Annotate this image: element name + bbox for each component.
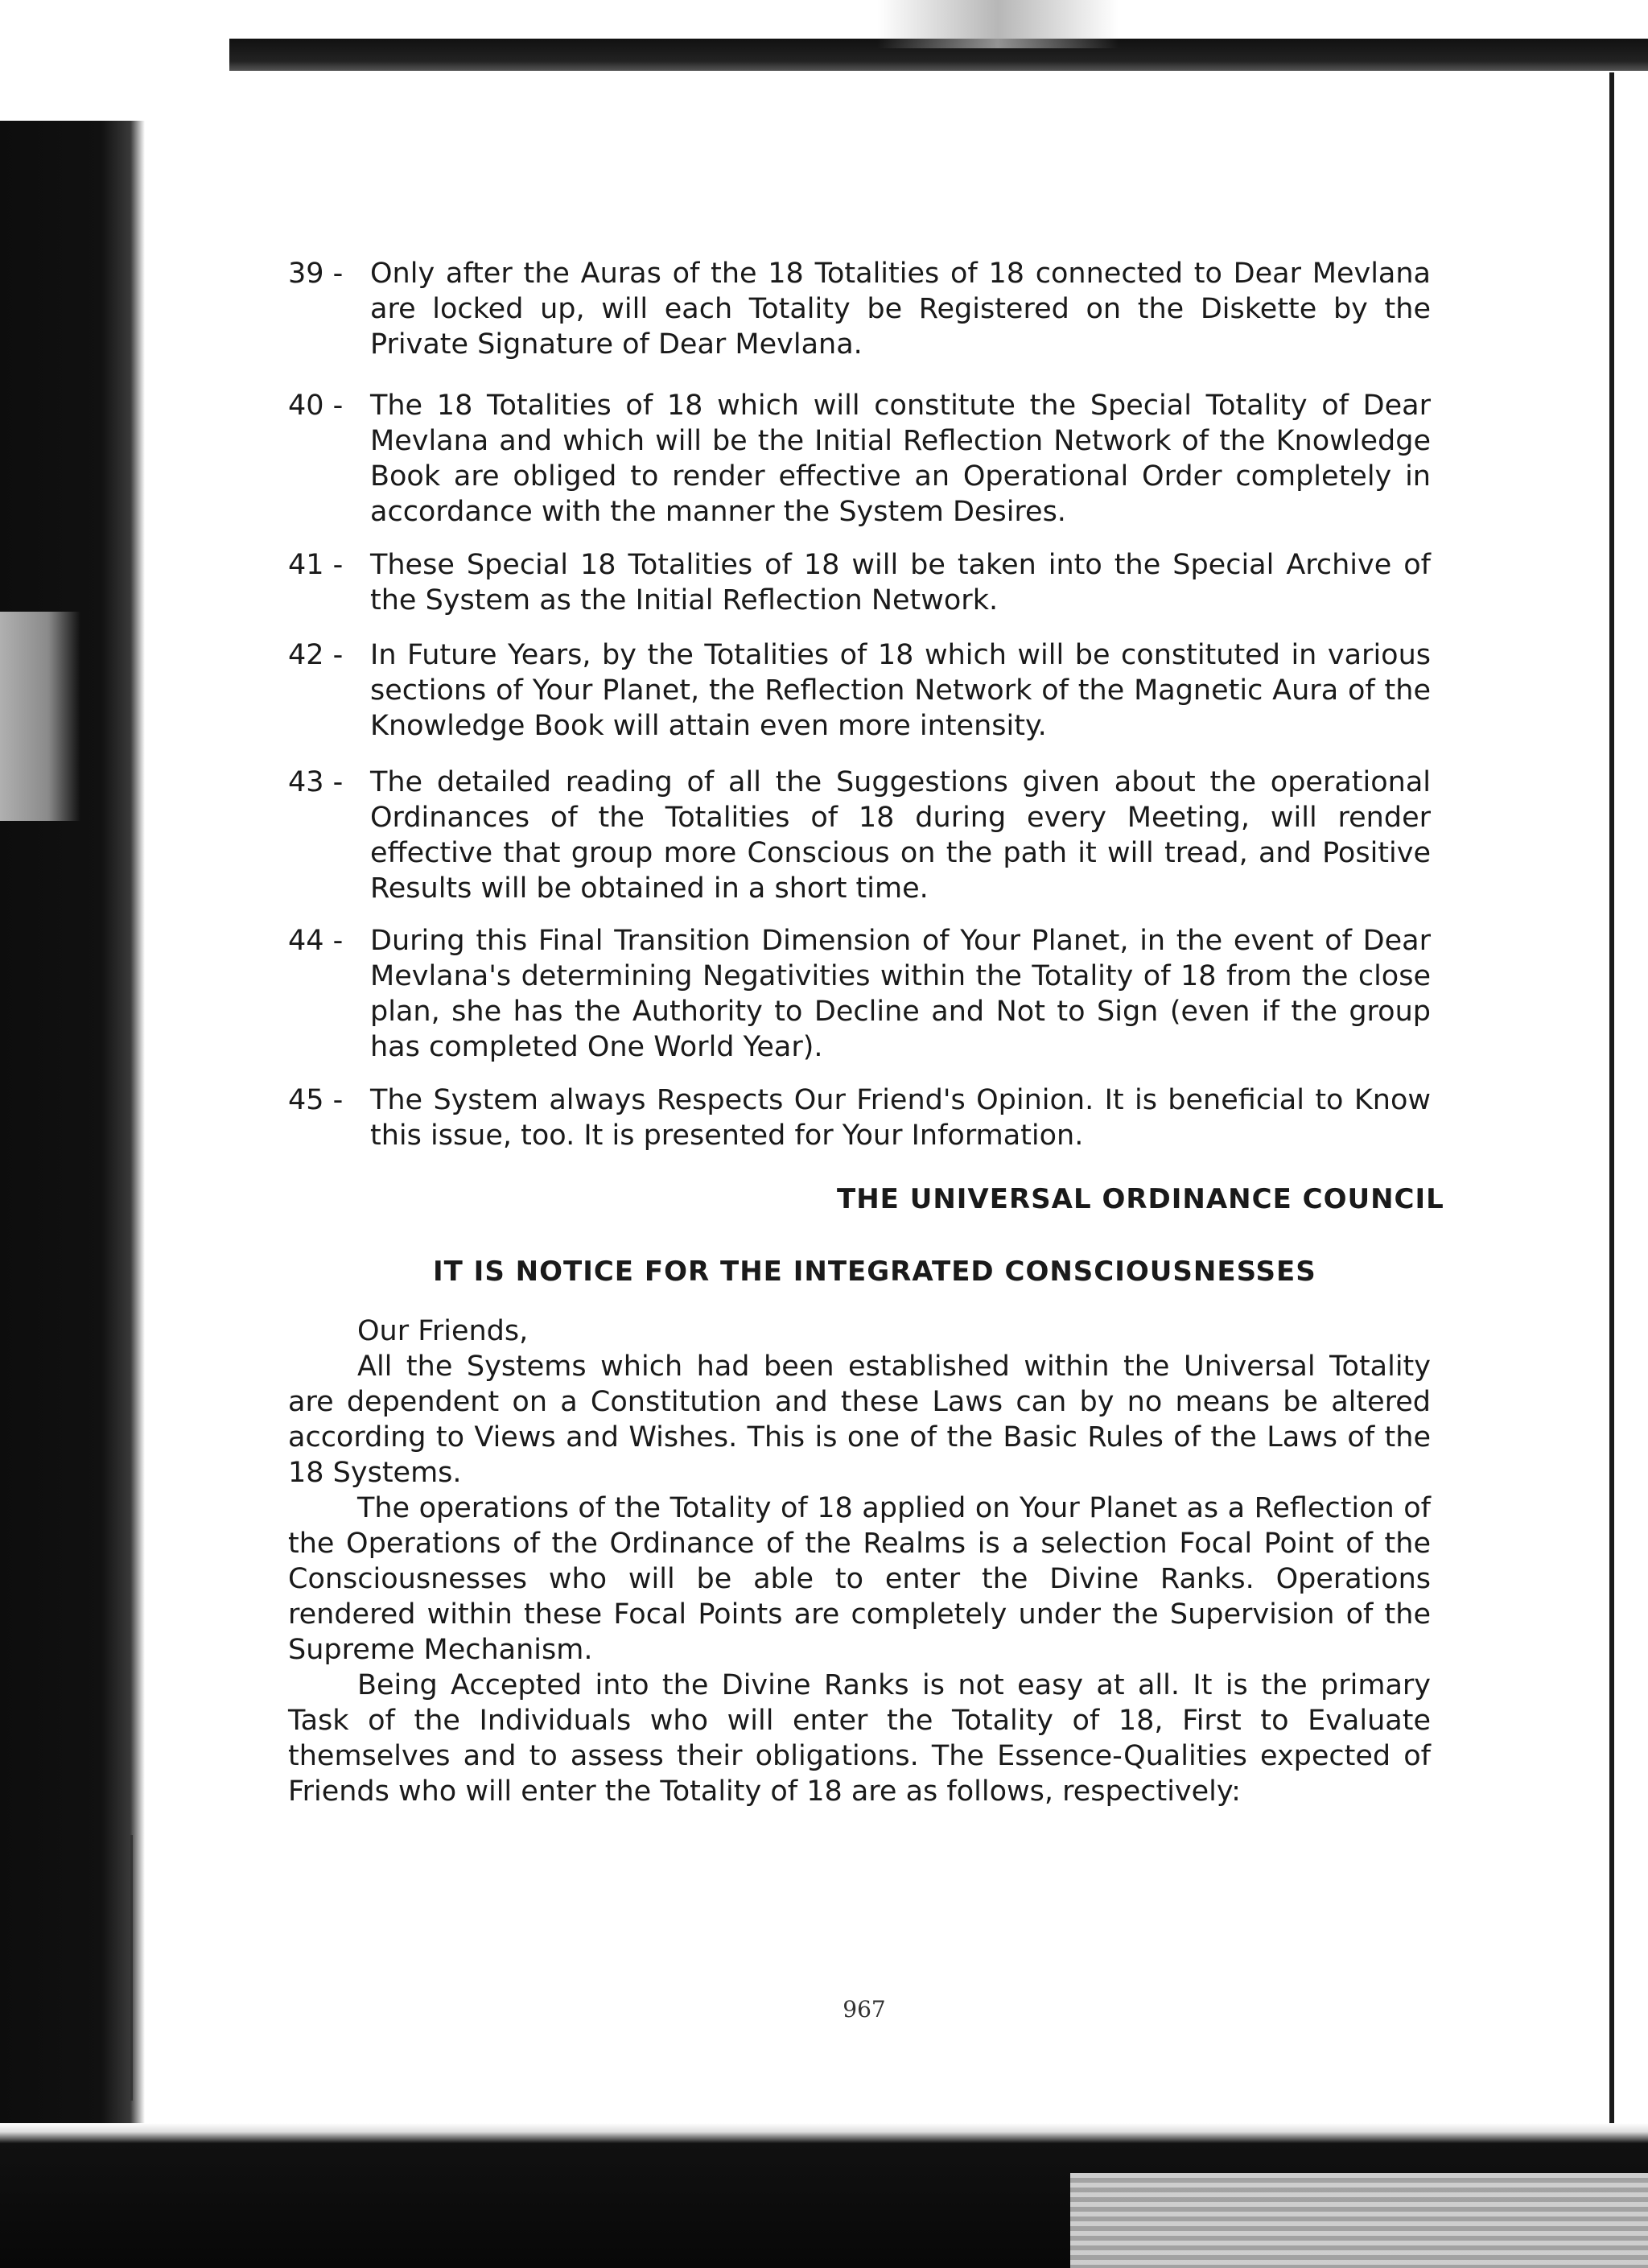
list-item-44: [288, 923, 1431, 1065]
item-text: During this Final Transition Dimension of Your Planet, in the event of Dear Mevlana's determining Negativities within the Totality of 18 from the close plan, she has the Authority to Decline and Not to Sign (even if the group has completed One World Year).: [370, 925, 1431, 1063]
council-signature: THE UNIVERSAL ORDINANCE COUNCIL: [837, 1183, 1444, 1215]
list-item-40: [288, 388, 1431, 530]
item-text: The 18 Totalities of 18 which will constitute the Special Totality of Dear Mevlana and which will be the Initial Reflection Network of the Knowledge Book are obliged to render effective an Operational Order completely in accordance with the manner the System Desires.: [370, 390, 1431, 528]
list-item-39: [288, 256, 1431, 362]
notice-heading: IT IS NOTICE FOR THE INTEGRATED CONSCIOUSNESSES: [433, 1256, 1316, 1288]
item-number: 44 -: [288, 925, 344, 957]
item-text: The detailed reading of all the Suggestions given about the operational Ordinances of the Totalities of 18 during every Meeting, will render effective that group more Conscious on the path it will tread, and Positive Results will be obtained in a short time.: [370, 766, 1431, 905]
list-item-43: [288, 765, 1431, 906]
item-text: These Special 18 Totalities of 18 will be taken into the Special Archive of the System as the Initial Reflection Network.: [370, 549, 1431, 616]
list-item-45: [288, 1082, 1431, 1153]
item-number: 45 -: [288, 1084, 344, 1116]
item-number: 43 -: [288, 766, 344, 798]
item-number: 42 -: [288, 639, 344, 671]
paragraph-divine-ranks: Being Accepted into the Divine Ranks is not easy at all. It is the primary Task of the Individuals who will enter the Totality of 18, First to Evaluate themselves and to assess their obligations. The Essence-Qualities expected of Friends who will enter the Totality of 18 are as follows, respectively:: [288, 1669, 1431, 1808]
item-text: The System always Respects Our Friend's Opinion. It is beneficial to Know this issue, too. It is presented for Your Information.: [370, 1084, 1431, 1152]
list-item-42: [288, 637, 1431, 744]
item-number: 39 -: [288, 258, 344, 290]
greeting: Our Friends,: [357, 1315, 529, 1347]
page-number: 967: [843, 1996, 886, 2023]
paragraph-systems: All the Systems which had been established within the Universal Totality are dependent on a Constitution and these Laws can by no means be altered according to Views and Wishes. This is one of the Basic Rules of the Laws of the 18 Systems.: [288, 1350, 1431, 1489]
item-number: 40 -: [288, 390, 344, 422]
paragraph-operations: The operations of the Totality of 18 applied on Your Planet as a Reflection of the Operations of the Ordinance of the Realms is a selection Focal Point of the Consciousnesses who will be able to enter the Divine Ranks. Operations rendered within these Focal Points are completely under the Supervision of the Supreme Mechanism.: [288, 1492, 1431, 1666]
list-item-41: [288, 547, 1431, 618]
item-text: Only after the Auras of the 18 Totalities of 18 connected to Dear Mevlana are locked up, will each Totality be Registered on the Diskette by the Private Signature of Dear Mevlana.: [370, 258, 1431, 361]
item-number: 41 -: [288, 549, 344, 581]
item-text: In Future Years, by the Totalities of 18 which will be constituted in various sections of Your Planet, the Reflection Network of the Magnetic Aura of the Knowledge Book will attain even more intensity.: [370, 639, 1431, 742]
